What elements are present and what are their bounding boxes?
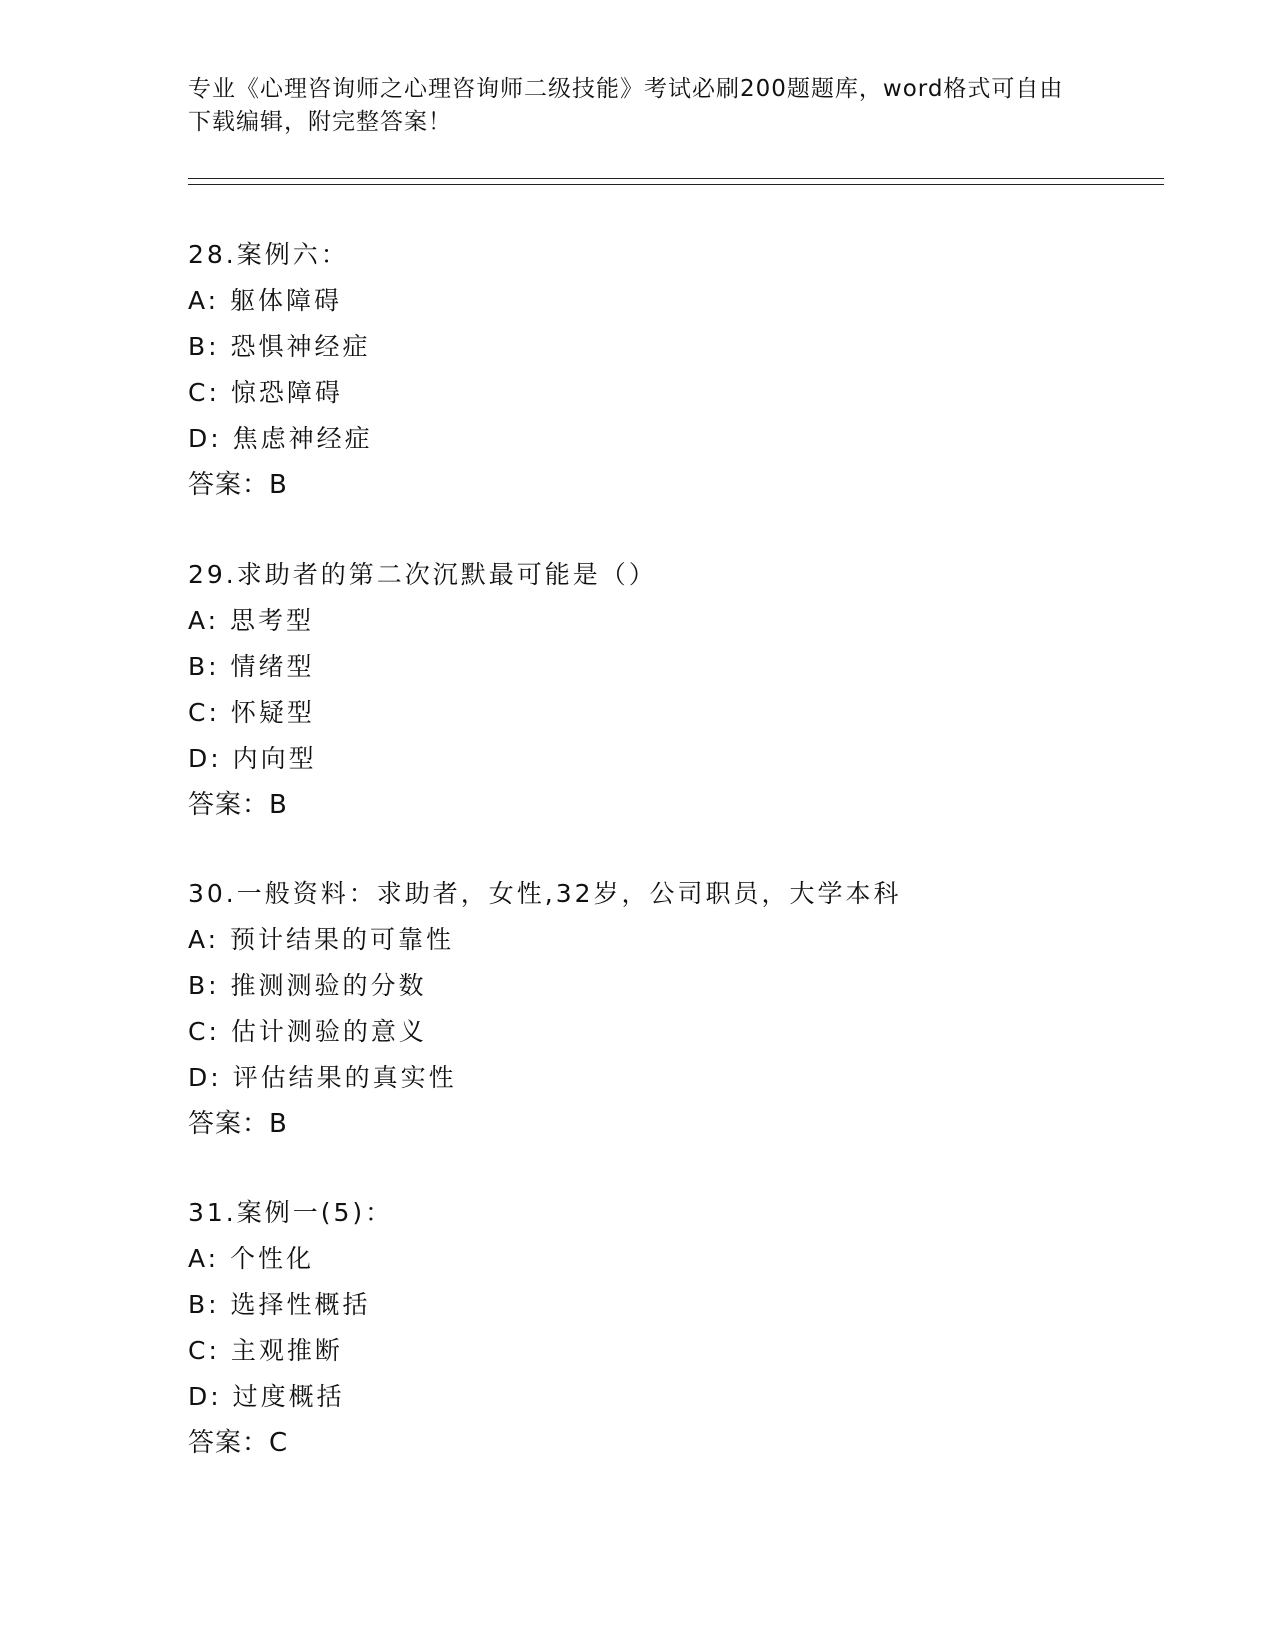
option-text: 内向型: [232, 744, 317, 773]
answer-line: [188, 462, 1148, 508]
option-text: 推测测验的分数: [230, 971, 427, 1000]
option-a: [188, 278, 1148, 324]
answer-value: B: [269, 470, 288, 500]
option-label: C:: [188, 698, 220, 727]
option-c: [188, 370, 1148, 416]
option-text: 估计测验的意义: [230, 1017, 427, 1046]
question-stem: 30.一般资料：求助者，女性,32岁，公司职员，大学本科: [188, 879, 902, 908]
option-label: C:: [188, 1017, 220, 1046]
option-label: D:: [188, 1382, 222, 1411]
option-text: 焦虑神经症: [232, 424, 373, 453]
answer-label: 答案：: [188, 790, 270, 820]
option-c: [188, 690, 1148, 736]
option-label: B:: [188, 332, 220, 361]
option-text: 选择性概括: [230, 1290, 371, 1319]
option-a: [188, 917, 1148, 963]
question-stem: 29.求助者的第二次沉默最可能是（）: [188, 560, 657, 589]
option-d: [188, 736, 1148, 782]
option-label: C:: [188, 1336, 220, 1365]
answer-label: 答案：: [188, 470, 270, 500]
option-b: [188, 963, 1148, 1009]
option-c: [188, 1328, 1148, 1374]
option-label: B:: [188, 652, 220, 681]
option-a: [188, 598, 1148, 644]
answer-label: 答案：: [188, 1428, 270, 1458]
option-d: [188, 1055, 1148, 1101]
option-d: [188, 1374, 1148, 1420]
answer-label: 答案：: [188, 1109, 270, 1139]
header-divider-top: [188, 178, 1164, 179]
option-label: B:: [188, 971, 220, 1000]
option-label: A:: [188, 286, 220, 315]
question-29: [188, 552, 1148, 828]
option-text: 过度概括: [232, 1382, 345, 1411]
option-label: A:: [188, 1244, 220, 1273]
answer-line: [188, 1420, 1148, 1466]
option-text: 主观推断: [230, 1336, 343, 1365]
option-text: 评估结果的真实性: [232, 1063, 457, 1092]
option-text: 恐惧神经症: [230, 332, 371, 361]
option-text: 思考型: [230, 606, 315, 635]
option-text: 怀疑型: [230, 698, 315, 727]
question-28: [188, 232, 1148, 508]
option-label: D:: [188, 1063, 222, 1092]
question-stem: 28.案例六：: [188, 240, 349, 269]
option-b: [188, 324, 1148, 370]
question-30: [188, 871, 1148, 1147]
option-label: A:: [188, 606, 220, 635]
option-text: 躯体障碍: [230, 286, 343, 315]
option-label: B:: [188, 1290, 220, 1319]
document-intro: 专业《心理咨询师之心理咨询师二级技能》考试必刷200题题库，word格式可自由下载编辑，附完整答案！: [188, 76, 1064, 135]
option-label: D:: [188, 424, 222, 453]
option-b: [188, 1282, 1148, 1328]
option-a: [188, 1236, 1148, 1282]
option-c: [188, 1009, 1148, 1055]
answer-value: C: [269, 1428, 289, 1458]
option-label: C:: [188, 378, 220, 407]
option-text: 惊恐障碍: [230, 378, 343, 407]
option-d: [188, 416, 1148, 462]
answer-line: [188, 1101, 1148, 1147]
option-label: A:: [188, 925, 220, 954]
question-stem: 31.案例一(5)：: [188, 1198, 394, 1227]
option-text: 预计结果的可靠性: [230, 925, 455, 954]
answer-value: B: [269, 1109, 288, 1139]
option-label: D:: [188, 744, 222, 773]
option-text: 个性化: [230, 1244, 315, 1273]
answer-line: [188, 782, 1148, 828]
header-divider-bottom: [188, 184, 1164, 185]
answer-value: B: [269, 790, 288, 820]
option-b: [188, 644, 1148, 690]
question-31: [188, 1190, 1148, 1466]
option-text: 情绪型: [230, 652, 315, 681]
